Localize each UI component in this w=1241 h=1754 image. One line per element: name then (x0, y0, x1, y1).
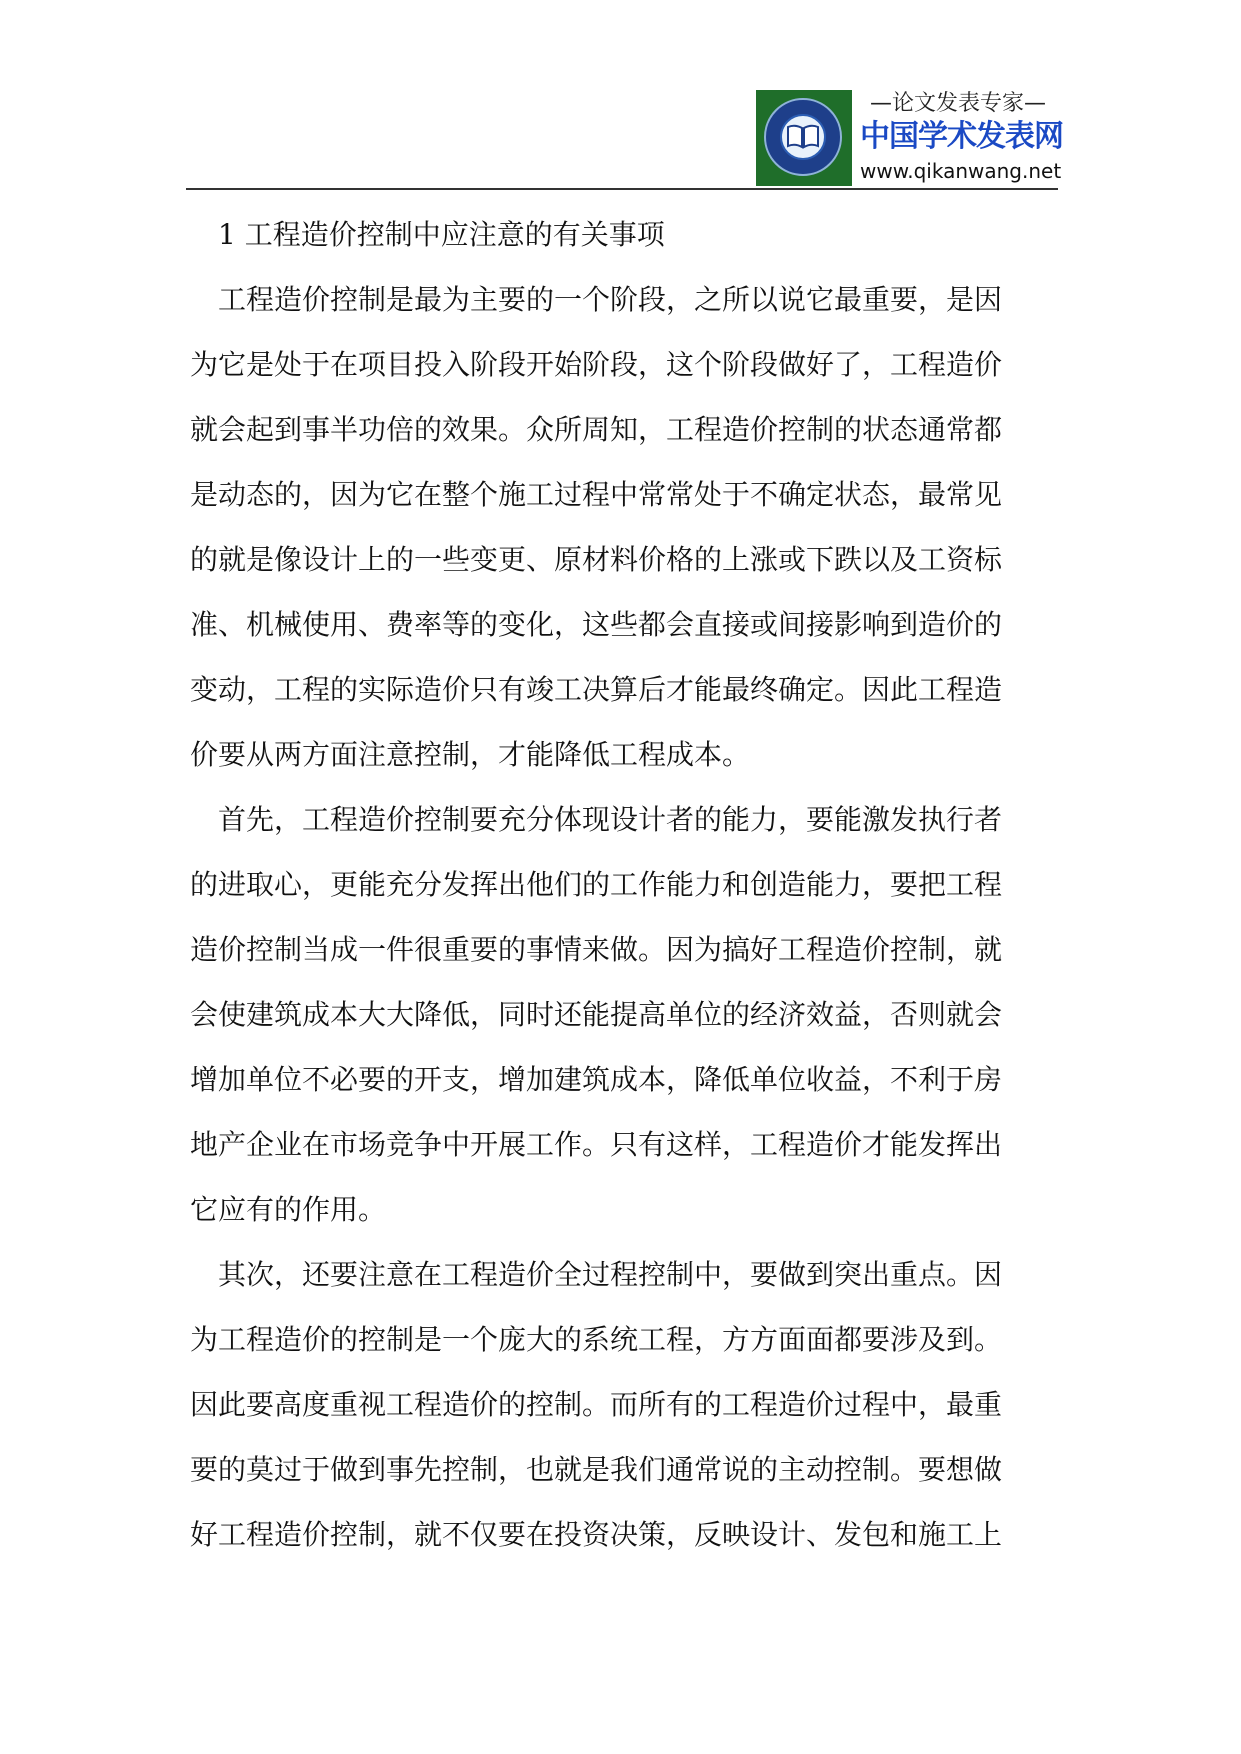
logo-brand-name: 中国学术发表网 (860, 119, 1063, 154)
text-line: 好工程造价控制，就不仅要在投资决策，反映设计、发包和施工上 (190, 1518, 1003, 1551)
text-line: 的进取心，更能充分发挥出他们的工作能力和创造能力，要把工程 (190, 868, 1003, 901)
text-line: 准、机械使用、费率等的变化，这些都会直接或间接影响到造价的 (190, 608, 1003, 641)
logo-url: www.qikanwang.net (860, 159, 1062, 183)
text-line: 造价控制当成一件很重要的事情来做。因为搞好工程造价控制，就 (190, 933, 1003, 966)
seal-emblem (756, 90, 852, 186)
text-line: 就会起到事半功倍的效果。众所周知，工程造价控制的状态通常都 (190, 413, 1003, 446)
text-line: 其次，还要注意在工程造价全过程控制中，要做到突出重点。因 (218, 1258, 1003, 1291)
text-line: 的就是像设计上的一些变更、原材料价格的上涨或下跌以及工资标 (190, 543, 1003, 576)
text-line: 变动，工程的实际造价只有竣工决算后才能最终确定。因此工程造 (190, 673, 1003, 706)
text-line: 工程造价控制是最为主要的一个阶段，之所以说它最重要，是因 (218, 283, 1003, 316)
header-divider (186, 188, 1058, 190)
article-body (190, 202, 1035, 1567)
logo-slogan: —论文发表专家— (869, 91, 1046, 116)
section-heading: 1 工程造价控制中应注意的有关事项 (218, 218, 665, 251)
book-icon (786, 123, 820, 149)
text-line: 因此要高度重视工程造价的控制。而所有的工程造价过程中，最重 (190, 1388, 1003, 1421)
text-line: 会使建筑成本大大降低，同时还能提高单位的经济效益，否则就会 (190, 998, 1003, 1031)
site-logo (756, 90, 1063, 186)
text-line: 为它是处于在项目投入阶段开始阶段，这个阶段做好了，工程造价 (190, 348, 1003, 381)
text-line: 增加单位不必要的开支，增加建筑成本，降低单位收益，不利于房 (190, 1063, 1003, 1096)
text-line: 是动态的，因为它在整个施工过程中常常处于不确定状态，最常见 (190, 478, 1003, 511)
text-line: 价要从两方面注意控制，才能降低工程成本。 (190, 738, 751, 771)
text-line: 首先，工程造价控制要充分体现设计者的能力，要能激发执行者 (218, 803, 1003, 836)
text-line: 它应有的作用。 (190, 1193, 387, 1226)
text-line: 要的莫过于做到事先控制，也就是我们通常说的主动控制。要想做 (190, 1453, 1003, 1486)
text-line: 为工程造价的控制是一个庞大的系统工程，方方面面都要涉及到。 (190, 1323, 1003, 1356)
text-line: 地产企业在市场竞争中开展工作。只有这样，工程造价才能发挥出 (190, 1128, 1003, 1161)
